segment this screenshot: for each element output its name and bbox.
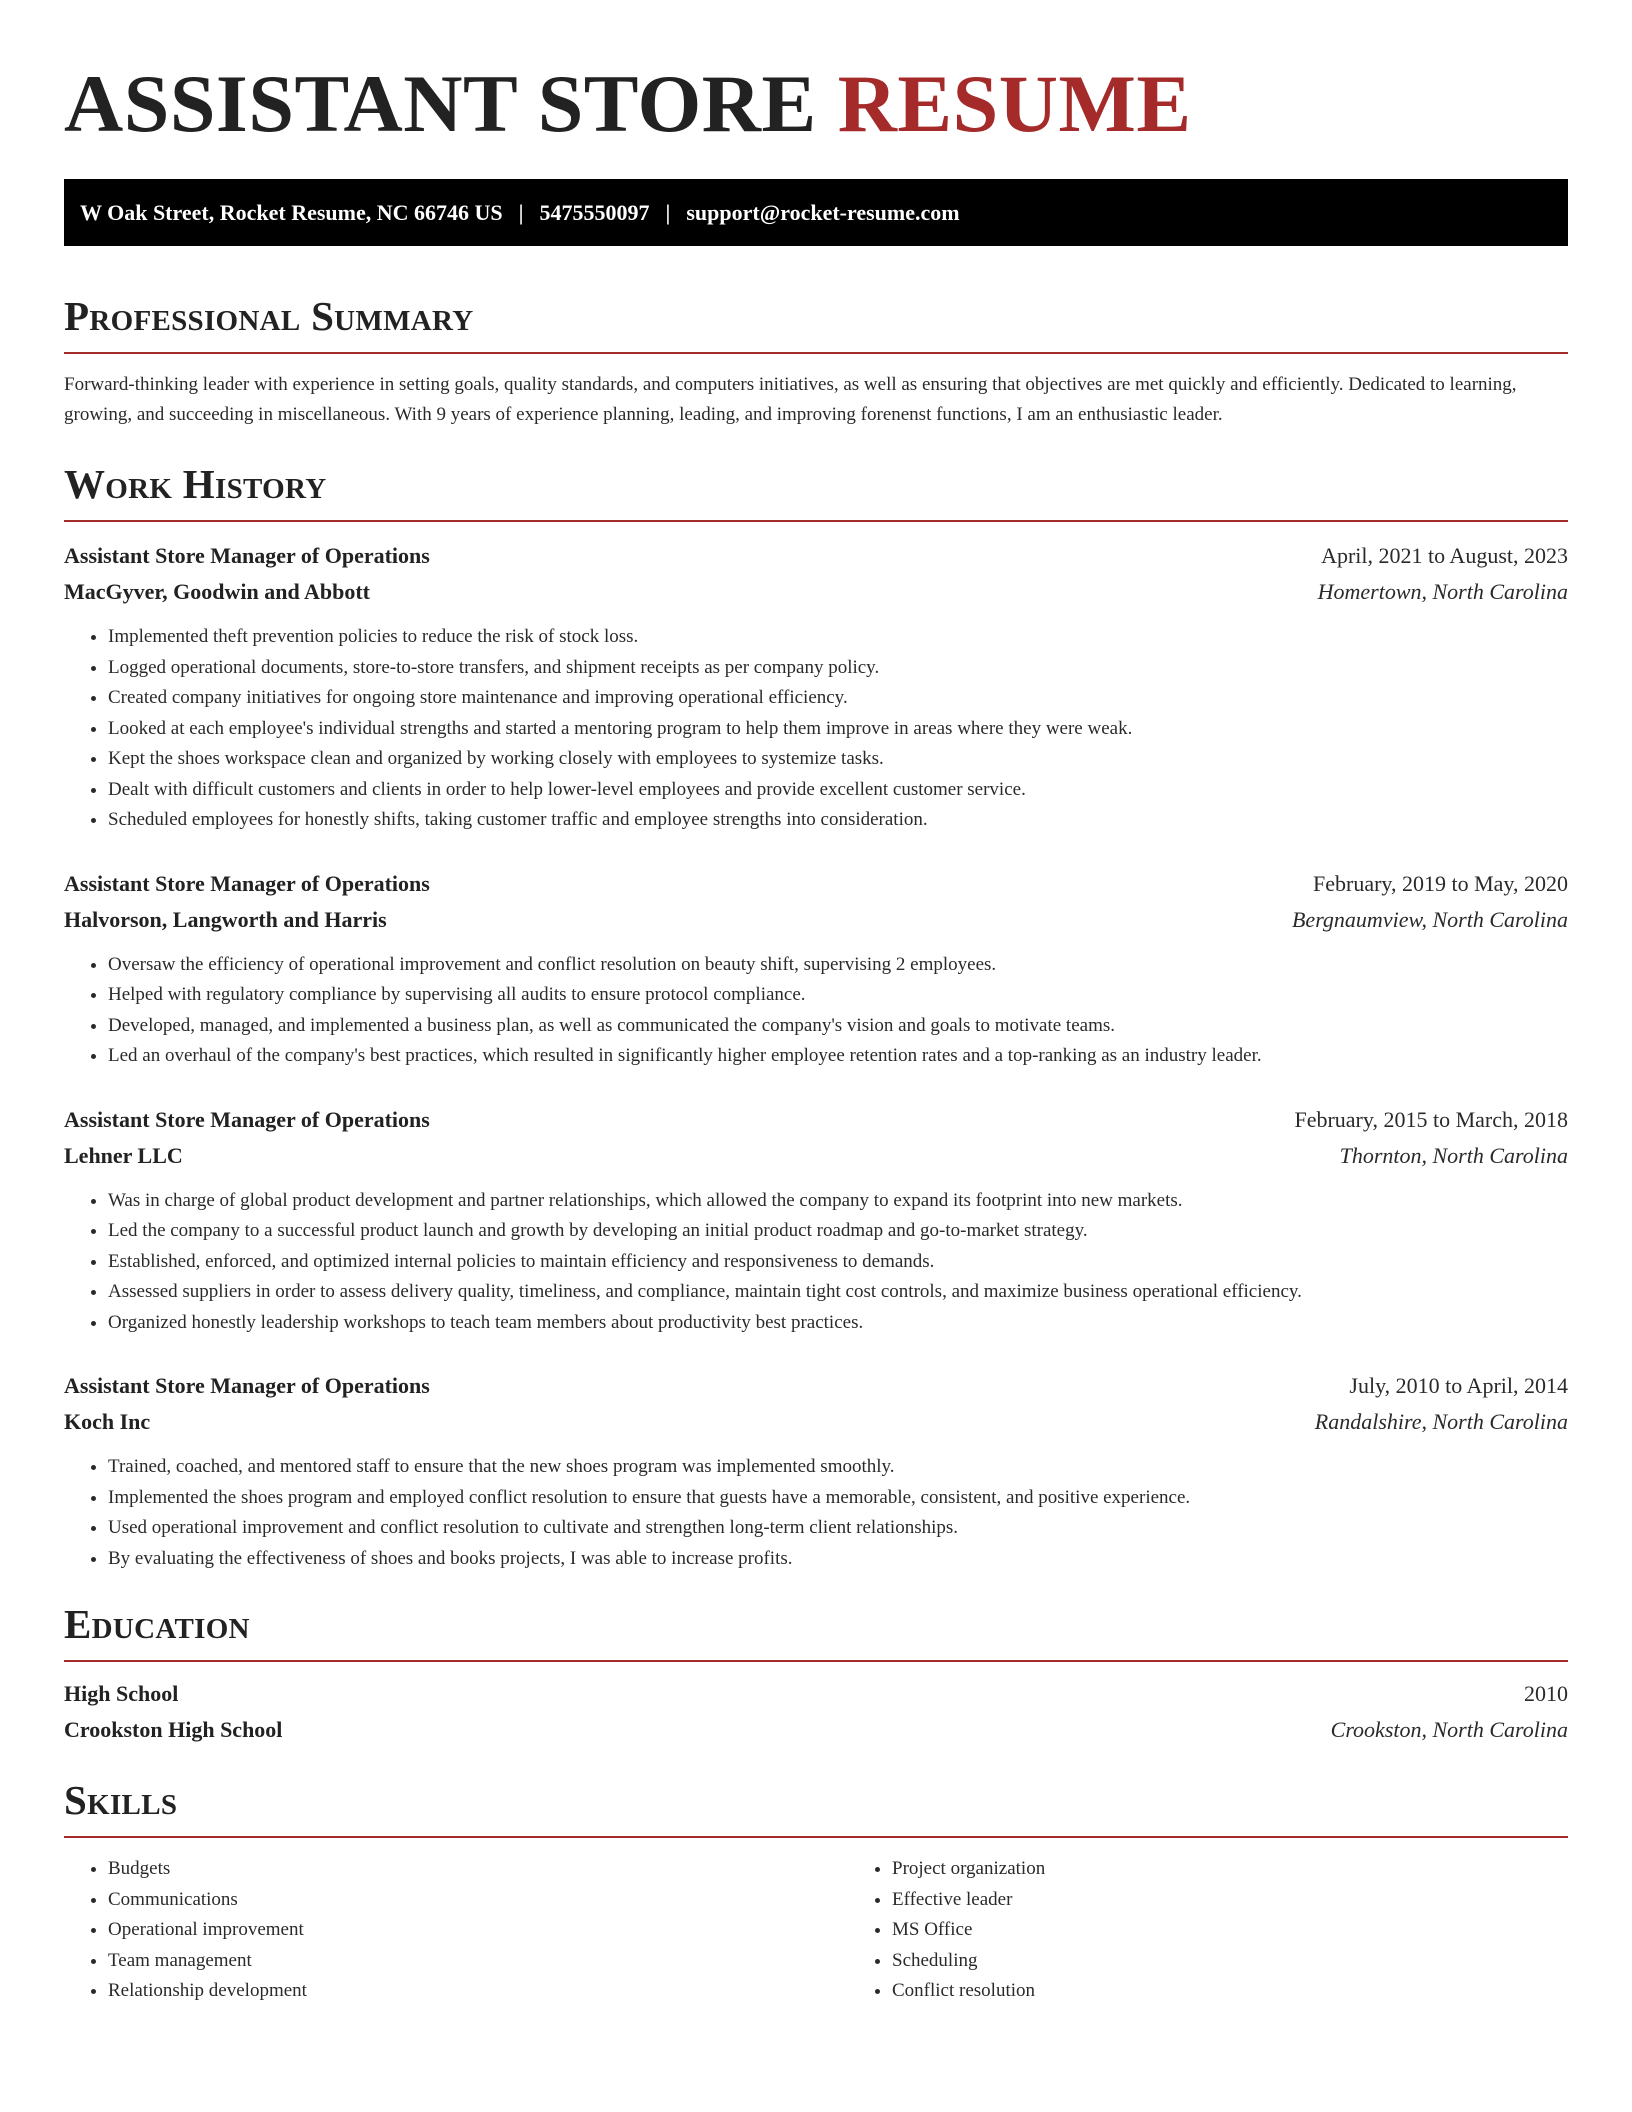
job-title: Assistant Store Manager of Operations bbox=[64, 543, 430, 568]
list-item: • Trained, coached, and mentored staff to ensure that the new shoes program was implemented smoothly. bbox=[108, 1452, 1568, 1483]
skill-item: • Team management bbox=[108, 1946, 848, 1977]
contact-separator: | bbox=[665, 199, 671, 225]
education-degree: High School bbox=[64, 1681, 179, 1706]
summary-text: Forward-thinking leader with experience in setting goals, quality standards, and computers initiatives, as well as ensuring that objectives are met quickly and efficiently. Dedicated to learning, growing, and succeeding in miscellaneous. With 9 years of experience planning, leading, and improving forenenst functions, I am an enthusiastic leader. bbox=[64, 374, 1517, 425]
job-location: Homertown, North Carolina bbox=[1317, 579, 1568, 604]
job-company: MacGyver, Goodwin and Abbott bbox=[64, 579, 371, 604]
contact-email: support@rocket-resume.com bbox=[686, 199, 960, 225]
skills-list bbox=[64, 1854, 1568, 2007]
work-history-section bbox=[64, 460, 1568, 1574]
education-school: Crookston High School bbox=[64, 1717, 283, 1742]
job-title: Assistant Store Manager of Operations bbox=[64, 1373, 430, 1398]
contact-phone: 5475550097 bbox=[539, 199, 650, 225]
education-year: 2010 bbox=[1524, 1681, 1568, 1706]
job-company: Halvorson, Langworth and Harris bbox=[64, 906, 387, 932]
resume-title bbox=[64, 58, 1568, 150]
list-item: • Organized honestly leadership workshops to teach team members about productivity best practices. bbox=[108, 1308, 1568, 1339]
skill-item: • Budgets bbox=[108, 1854, 848, 1885]
list-item: • Assessed suppliers in order to assess delivery quality, timeliness, and compliance, maintain tight cost controls, and maximize business operational efficiency. bbox=[108, 1277, 1568, 1308]
job-dates: February, 2015 to March, 2018 bbox=[1294, 1106, 1568, 1132]
title-main: ASSISTANT STORE bbox=[64, 58, 817, 149]
skill-item: • MS Office bbox=[892, 1915, 1632, 1946]
education-location: Crookston, North Carolina bbox=[1330, 1717, 1568, 1742]
job-dates: July, 2010 to April, 2014 bbox=[1349, 1373, 1568, 1398]
list-item: • Used operational improvement and conflict resolution to cultivate and strengthen long-term client relationships. bbox=[108, 1513, 1568, 1544]
job-dates: April, 2021 to August, 2023 bbox=[1321, 543, 1568, 568]
skills-heading: Skills bbox=[64, 1777, 178, 1823]
education-section bbox=[64, 1600, 1568, 1748]
contact-address: W Oak Street, Rocket Resume, NC 66746 US bbox=[80, 199, 503, 225]
job-entry bbox=[64, 1102, 1568, 1339]
list-item: • Established, enforced, and optimized internal policies to maintain efficiency and responsiveness to demands. bbox=[108, 1247, 1568, 1278]
job-bullets bbox=[64, 622, 1568, 836]
summary-heading: Professional Summary bbox=[64, 293, 474, 339]
skill-item: • Scheduling bbox=[892, 1946, 1632, 1977]
job-title: Assistant Store Manager of Operations bbox=[64, 870, 430, 896]
list-item: • Implemented theft prevention policies to reduce the risk of stock loss. bbox=[108, 622, 1568, 653]
job-location: Bergnaumview, North Carolina bbox=[1291, 906, 1568, 932]
list-item: • Helped with regulatory compliance by supervising all audits to ensure protocol compliance. bbox=[108, 980, 1568, 1011]
job-location: Randalshire, North Carolina bbox=[1314, 1409, 1568, 1434]
list-item: • Scheduled employees for honestly shifts, taking customer traffic and employee strengths into consideration. bbox=[108, 805, 1568, 836]
list-item: • Led the company to a successful product launch and growth by developing an initial product roadmap and go-to-market strategy. bbox=[108, 1216, 1568, 1247]
list-item: • Looked at each employee's individual strengths and started a mentoring program to help them improve in areas where they were weak. bbox=[108, 714, 1568, 745]
skill-item: • Effective leader bbox=[892, 1885, 1632, 1916]
list-item: • By evaluating the effectiveness of shoes and books projects, I was able to increase profits. bbox=[108, 1544, 1568, 1575]
job-bullets bbox=[64, 1186, 1568, 1339]
list-item: • Dealt with difficult customers and clients in order to help lower-level employees and provide excellent customer service. bbox=[108, 775, 1568, 806]
skills-section bbox=[64, 1776, 1568, 2007]
section-divider bbox=[64, 1660, 1568, 1662]
section-divider bbox=[64, 520, 1568, 522]
job-dates: February, 2019 to May, 2020 bbox=[1313, 870, 1568, 896]
job-location: Thornton, North Carolina bbox=[1339, 1142, 1568, 1168]
contact-bar bbox=[64, 179, 1568, 246]
job-company: Lehner LLC bbox=[64, 1142, 183, 1168]
job-entry bbox=[64, 538, 1568, 836]
list-item: • Oversaw the efficiency of operational improvement and conflict resolution on beauty shift, supervising 2 employees. bbox=[108, 950, 1568, 981]
list-item: • Created company initiatives for ongoing store maintenance and improving operational efficiency. bbox=[108, 683, 1568, 714]
skill-item: • Project organization bbox=[892, 1854, 1632, 1885]
list-item: • Developed, managed, and implemented a business plan, as well as communicated the company's vision and goals to motivate teams. bbox=[108, 1011, 1568, 1042]
list-item: • Kept the shoes workspace clean and organized by working closely with employees to systemize tasks. bbox=[108, 744, 1568, 775]
work-history-heading: Work History bbox=[64, 461, 327, 507]
list-item: • Implemented the shoes program and employed conflict resolution to ensure that guests have a memorable, consistent, and positive experience. bbox=[108, 1483, 1568, 1514]
job-title: Assistant Store Manager of Operations bbox=[64, 1106, 430, 1132]
contact-separator: | bbox=[518, 199, 524, 225]
job-company: Koch Inc bbox=[64, 1409, 151, 1434]
skill-item: • Conflict resolution bbox=[892, 1976, 1632, 2007]
job-entry bbox=[64, 866, 1568, 1072]
list-item: • Was in charge of global product development and partner relationships, which allowed the company to expand its footprint into new markets. bbox=[108, 1186, 1568, 1217]
skill-item: • Operational improvement bbox=[108, 1915, 848, 1946]
skills-column-left bbox=[64, 1854, 848, 2007]
skills-column-right bbox=[848, 1854, 1632, 2007]
skill-item: • Communications bbox=[108, 1885, 848, 1916]
title-accent: RESUME bbox=[837, 58, 1192, 149]
job-entry bbox=[64, 1368, 1568, 1574]
job-bullets bbox=[64, 950, 1568, 1072]
education-heading: Education bbox=[64, 1601, 250, 1647]
section-divider bbox=[64, 352, 1568, 354]
summary-section bbox=[64, 292, 1568, 430]
list-item: • Led an overhaul of the company's best practices, which resulted in significantly higher employee retention rates and a top-ranking as an industry leader. bbox=[108, 1041, 1568, 1072]
list-item: • Logged operational documents, store-to-store transfers, and shipment receipts as per company policy. bbox=[108, 653, 1568, 684]
section-divider bbox=[64, 1836, 1568, 1838]
job-bullets bbox=[64, 1452, 1568, 1574]
skill-item: • Relationship development bbox=[108, 1976, 848, 2007]
